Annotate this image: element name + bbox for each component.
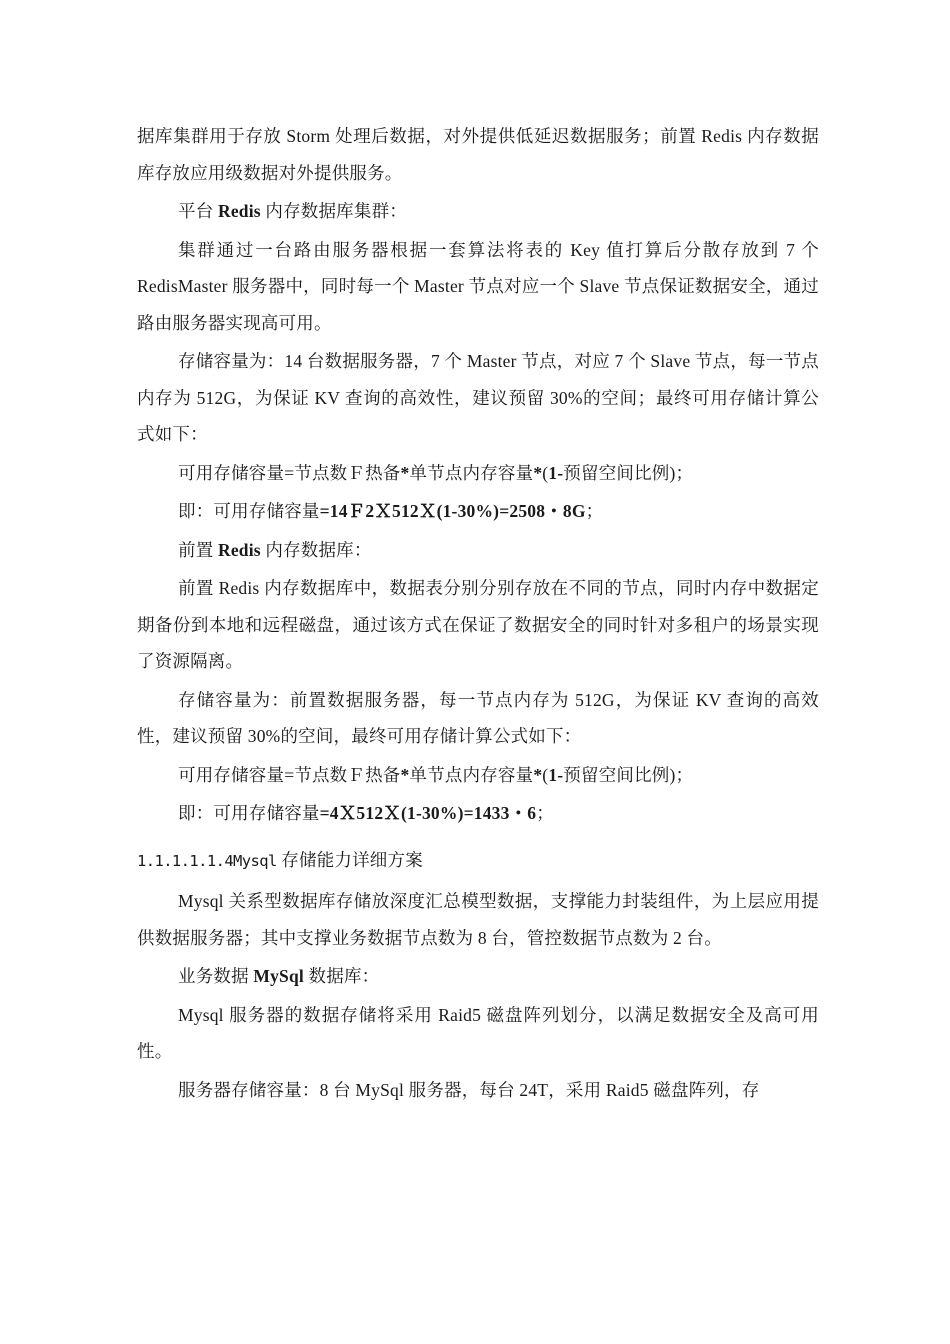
formula-cluster-result: 即：可用存储容量=14Ｆ2Ｘ512Ｘ(1-30%)=2508・8G；	[178, 501, 604, 521]
paragraph-mysql-raid5: Mysql 服务器的数据存储将采用 Raid5 磁盘阵列划分，以满足数据安全及高可用性。	[137, 1004, 819, 1061]
formula-front-result: 即：可用存储容量=4Ｘ512Ｘ(1-30%)=1433・6；	[178, 803, 554, 823]
section-heading-mysql: 1.1.1.1.1.4Mysql 存储能力详细方案	[137, 849, 423, 870]
paragraph-mysql-capacity: 服务器存储容量：8 台 MySql 服务器，每台 24T，采用 Raid5 磁盘阵列，存	[178, 1079, 760, 1100]
document-page	[137, 118, 819, 1108]
paragraph-cluster-capacity: 存储容量为：14 台数据服务器，7 个 Master 节点，对应 7 个 Slave 节点，每一节点内存为 512G，为保证 KV 查询的高效性，建议预留 30%的空间；最终可用存储计算公式如下：	[137, 351, 819, 444]
paragraph-cluster-routing: 集群通过一台路由服务器根据一套算法将表的 Key 值打算后分散存放到 7 个 RedisMaster 服务器中，同时每一个 Master 节点对应一个 Slave 节点保证数据安全，通过路由服务器实现高可用。	[137, 239, 819, 333]
formula-front-general: 可用存储容量=节点数Ｆ热备*单节点内存容量*(1-预留空间比例)；	[178, 764, 694, 785]
subheading-business-mysql: 业务数据 MySql 数据库：	[178, 966, 380, 986]
paragraph-mysql-intro: Mysql 关系型数据库存储放深度汇总模型数据，支撑能力封装组件，为上层应用提供数据服务器；其中支撑业务数据节点数为 8 台，管控数据节点数为 2 台。	[137, 891, 819, 948]
formula-cluster-general: 可用存储容量=节点数Ｆ热备*单节点内存容量*(1-预留空间比例)；	[178, 462, 694, 483]
subheading-platform-redis-cluster: 平台 Redis 内存数据库集群：	[178, 201, 407, 221]
paragraph-front-redis-capacity: 存储容量为：前置数据服务器，每一节点内存为 512G，为保证 KV 查询的高效性，建议预留 30%的空间，最终可用存储计算公式如下：	[137, 689, 819, 746]
paragraph-front-redis-description: 前置 Redis 内存数据库中，数据表分别分别存放在不同的节点，同时内存中数据定期备份到本地和远程磁盘，通过该方式在保证了数据安全的同时针对多租户的场景实现了资源隔离。	[137, 578, 820, 671]
subheading-front-redis: 前置 Redis 内存数据库：	[178, 539, 372, 560]
paragraph-storm-redis-intro: 据库集群用于存放 Storm 处理后数据，对外提供低延迟数据服务；前置 Redis 内存数据库存放应用级数据对外提供服务。	[137, 126, 819, 183]
